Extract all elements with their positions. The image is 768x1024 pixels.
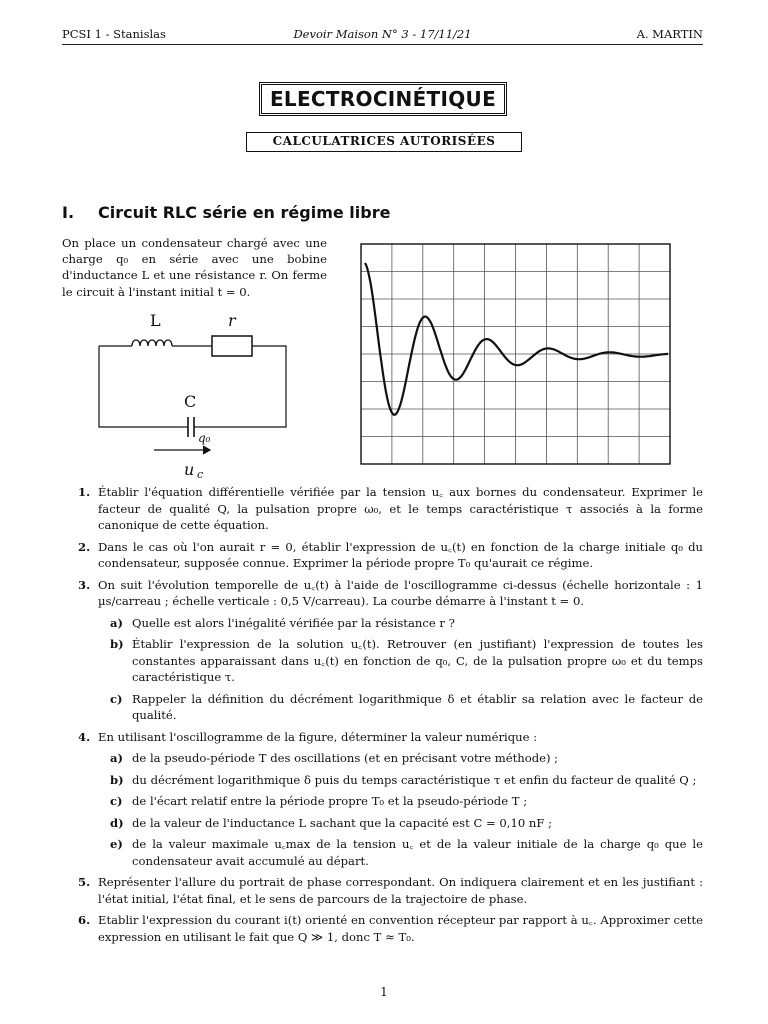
subquestion-label: a) — [110, 751, 123, 765]
subquestion-text: du décrément logarithmique δ puis du temps caractéristique τ et enfin du facteur de qualité Q ; — [132, 772, 697, 787]
subquestion-label: e) — [110, 837, 123, 851]
subquestion-text: Établir l'expression de la solution u꜀(t). Retrouver (en justifiant) l'expression de toutes les constantes apparaissant dans u꜀(t) en fonction de q₀, C, de la pulsation propre ω₀ et du temps caractéristique τ. — [132, 637, 703, 684]
subquestion-3a — [98, 615, 703, 632]
question-6 — [62, 912, 703, 945]
question-text: Établir l'équation différentielle vérifiée par la tension u꜀ aux bornes du condensateur. Exprimer le facteur de qualité Q, la pulsation propre ω₀, et le temps caractéristique τ associés à la forme canonique de cette équation. — [98, 485, 703, 532]
voltage-arrow-head — [203, 446, 210, 454]
intro-paragraph: On place un condensateur chargé avec une charge q₀ en série avec une bobine d'inductance L et une résistance r. On ferme le circuit à l'instant initial t = 0. — [62, 236, 327, 299]
question-text: On suit l'évolution temporelle de u꜀(t) à l'aide de l'oscillogramme ci-dessus (échelle horizontale : 1 µs/carreau ; échelle verticale : 0,5 V/carreau). La courbe démarre à l'instant t = 0. — [98, 577, 703, 608]
subquestion-4e — [98, 836, 703, 869]
question-number: 1. — [78, 485, 91, 499]
header-right: A. MARTIN — [636, 27, 703, 41]
question-number: 2. — [78, 539, 91, 554]
question-number: 3. — [78, 577, 91, 592]
question-number: 5. — [78, 875, 91, 889]
subquestion-4b — [98, 772, 703, 789]
oscillogram — [356, 242, 676, 470]
question-number: 6. — [78, 913, 91, 927]
question-text: Représenter l'allure du portrait de phase correspondant. On indiquera clairement et en les justifiant : l'état initial, l'état final, et le sens de parcours de la trajectoire de phase. — [98, 875, 703, 906]
inductor-symbol — [132, 340, 172, 346]
section-title: Circuit RLC série en régime libre — [98, 203, 391, 222]
section-number: I. — [62, 203, 75, 222]
label-L: L — [150, 311, 161, 330]
questions-list — [62, 484, 703, 950]
resistor-symbol — [212, 336, 252, 356]
circuit-wire — [99, 346, 182, 427]
subquestion-text: de l'écart relatif entre la période propre T₀ et la pseudo-période T ; — [132, 794, 528, 808]
subquestion-3b — [98, 636, 703, 686]
subquestion-text: Rappeler la définition du décrément logarithmique δ et établir sa relation avec le facteur de qualité. — [132, 691, 703, 722]
oscillogram-curve — [365, 263, 668, 415]
label-q0: q₀ — [198, 431, 211, 445]
subquestion-4a — [98, 750, 703, 767]
calculators-notice: CALCULATRICES AUTORISÉES — [246, 132, 522, 152]
section-heading — [62, 203, 390, 222]
page-header — [62, 27, 703, 45]
circuit-wire — [200, 346, 286, 427]
header-center: Devoir Maison N° 3 - 17/11/21 — [293, 27, 472, 41]
question-1 — [62, 484, 703, 534]
header-left: PCSI 1 - Stanislas — [62, 27, 166, 41]
question-3 — [62, 577, 703, 724]
subquestion-text: de la valeur de l'inductance L sachant que la capacité est C = 0,10 nF ; — [132, 815, 553, 830]
subquestion-label: d) — [110, 815, 124, 830]
subquestion-3c — [98, 691, 703, 724]
subquestion-label: b) — [110, 637, 124, 651]
subquestion-4d — [98, 815, 703, 832]
label-C: C — [184, 392, 197, 411]
question-number: 4. — [78, 729, 91, 744]
question-text: Etablir l'expression du courant i(t) orienté en convention récepteur par rapport à u꜀. Approximer cette expression en utilisant le fait que Q ≫ 1, donc T ≈ T₀. — [98, 913, 703, 944]
subquestion-text: de la pseudo-période T des oscillations (et en précisant votre méthode) ; — [132, 751, 559, 765]
subquestion-label: c) — [110, 691, 123, 706]
question-4 — [62, 729, 703, 870]
page-title: ELECTROCINÉTIQUE — [259, 82, 507, 116]
question-text: En utilisant l'oscillogramme de la figure, déterminer la valeur numérique : — [98, 729, 538, 744]
question-2 — [62, 539, 703, 572]
question-5 — [62, 874, 703, 907]
header-rule — [62, 44, 703, 45]
subquestion-label: a) — [110, 615, 123, 630]
label-uc: u — [184, 460, 195, 479]
subquestion-label: b) — [110, 772, 124, 787]
label-r: r — [228, 311, 236, 330]
subquestion-text: de la valeur maximale u꜀max de la tension u꜀ et de la valeur initiale de la charge q₀ que le condensateur avait accumulé au départ. — [132, 837, 703, 868]
subquestion-text: Quelle est alors l'inégalité vérifiée par la résistance r ? — [132, 615, 455, 630]
subquestion-4c — [98, 793, 703, 810]
page-number: 1 — [380, 985, 388, 999]
rlc-circuit-diagram — [92, 305, 297, 483]
label-uc-sub: c — [197, 468, 204, 481]
subquestion-label: c) — [110, 794, 123, 808]
question-text: Dans le cas où l'on aurait r = 0, établir l'expression de u꜀(t) en fonction de la charge initiale q₀ du condensateur, supposée connue. Exprimer la période propre T₀ qu'aurait ce régime. — [98, 539, 703, 570]
